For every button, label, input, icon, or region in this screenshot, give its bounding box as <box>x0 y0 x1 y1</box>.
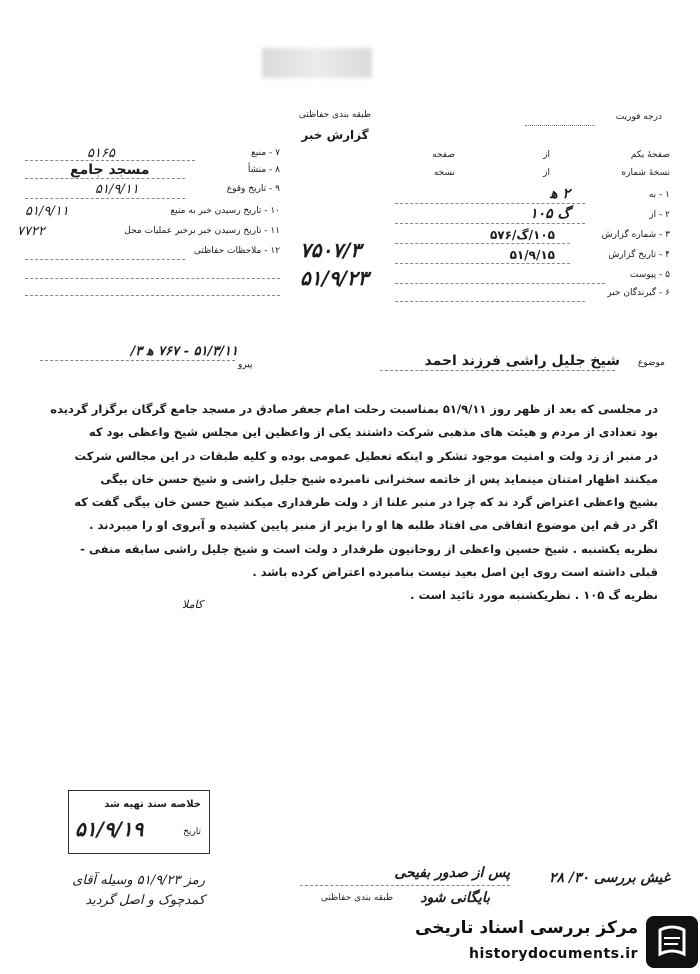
body-line: قبلی داشته است روی این اصل بعید نیست بنامبرده اعتراض کرده باشد . <box>252 565 658 580</box>
stamp-date-label: تاریخ <box>183 827 201 837</box>
body-line: نظریه یکشنبه . شیخ حسین واعظی از روحانیون طرفدار د ولت است و شیخ جلیل راشی سابقه منفی - <box>80 541 658 556</box>
bottom-right-note: غیش بررسی ۳۰/ ۲۸ <box>548 870 670 886</box>
handwritten-number: ۷۵۰۷/۳ <box>300 238 362 262</box>
field-source: ۷ - منبع ۵۱۶۵ <box>87 146 280 161</box>
field-copy: نسخهٔ شماره از نسخه <box>433 168 670 178</box>
field-source-receipt-date: ۱۰ - تاریخ رسیدن خبر به منبع ۵۱/۹/۱۱ <box>25 204 280 219</box>
field-page: صفحهٔ یکم از صفحه <box>432 150 670 160</box>
field-value: ۵۱۶۵ <box>87 146 115 161</box>
report-body <box>48 398 658 608</box>
field-origin: ۸ - منشأ مسجد جامع <box>70 162 280 178</box>
bottom-center-handwritten1: پس از صدور بفیحی <box>394 865 510 881</box>
body-line: اگر در قم این موضوع اتفاقی می افتاد طلبه ها او را بزیر از منبر پایین کشیده و آبروی او را میبردند . <box>89 518 658 533</box>
bottom-left-note-line2: کمدچوک و اصل گردید <box>85 893 205 908</box>
stamp-date-value: ۵۱/۹/۱۹ <box>75 817 144 841</box>
field-value: ۵۱/۹/۱۱ <box>95 182 139 197</box>
body-line: بشیخ واعظی اعتراض گرد ند که چرا در منبر علنا از د ولت طرفداری میکند شیخ حسن خان بیگی گفت که <box>74 495 658 510</box>
field-label: منبع <box>251 148 267 158</box>
margin-note: کاملا <box>182 598 204 611</box>
field-value: ۵۱/۹/۱۵ <box>509 248 555 262</box>
reference-value: ۵۱/۳/۱۱ - ۷۶۷ ﻫ ۳/ <box>130 344 238 359</box>
summary-stamp <box>68 790 210 854</box>
field-value: گ ۱۰۵ <box>530 206 570 222</box>
watermark-title: مرکز بررسی اسناد تاریخی <box>415 918 638 938</box>
field-attachment: ۵ - پیوست <box>629 270 670 280</box>
report-title: گزارش خبر <box>301 128 369 142</box>
classification-label-top: طبقه بندی حفاظتی <box>298 110 372 120</box>
field-num: ۷ <box>275 148 280 158</box>
left-fields <box>17 146 280 308</box>
field-report-number: ۳ - شماره گزارش ۱۰۵/گ/۵۷۶ <box>489 228 670 242</box>
field-to: ۱ - به ۲ ﻫ <box>550 186 670 202</box>
subject-label: موضوع <box>637 358 665 368</box>
priority-line <box>525 125 595 126</box>
handwritten-date: ۵۱/۹/۲۳ <box>300 266 369 290</box>
field-from: ۲ - از گ ۱۰۵ <box>530 206 670 222</box>
field-ops-receipt-date: ۱۱ - تاریخ رسیدن خبر برخبر عملیات محل ۷۷۲۲ <box>17 224 280 239</box>
watermark-url: historydocuments.ir <box>469 946 638 962</box>
bottom-classification-label: طبقه بندی حفاظتی <box>320 893 394 903</box>
body-line: در مجلسی که بعد از ظهر روز ۵۱/۹/۱۱ بمناسبت رحلت امام جعفر صادق در مسجد جامع گرگان برگزار گردیده <box>50 402 658 416</box>
field-value: ۷۷۲۲ <box>17 224 45 239</box>
priority-label: درجه فوریت <box>615 112 662 122</box>
bottom-left-note-line1: رمز ۵۱/۹/۲۳ وسیله آقای <box>72 873 205 888</box>
field-value: ۵۱/۹/۱۱ <box>25 204 69 219</box>
field-value: ۱۰۵/گ/۵۷۶ <box>489 228 555 242</box>
subject-text: شیخ جلیل راشی فرزند احمد <box>424 353 620 369</box>
scroll-icon <box>646 916 698 968</box>
body-line: میکنند اظهار امتنان مینماید پس از خاتمه سخنرانی نامبرده شیخ جلیل راشی و شیخ حسن خان بیگی <box>100 471 658 486</box>
body-line: بود تعدادی از مردم و هیئت های مذهبی شرکت داشتند یکی از واعظین این مجلس شیخ واعظی بود که <box>88 425 658 440</box>
bottom-center-handwritten2: بایگانی شود <box>420 890 490 906</box>
stamp-text: خلاصه سند تهیه شد <box>104 799 201 810</box>
watermark-logo-icon <box>646 916 698 968</box>
field-occurrence-date: ۹ - تاریخ وقوع ۵۱/۹/۱۱ <box>95 182 280 197</box>
field-recipients: ۶ - گیرندگان خبر <box>607 288 670 298</box>
right-fields <box>395 150 670 310</box>
field-value: ۲ ﻫ <box>550 186 570 202</box>
field-report-date: ۴ - تاریخ گزارش ۵۱/۹/۱۵ <box>509 248 670 262</box>
watermark <box>405 912 700 974</box>
body-line: در منبر از زد ولت و امنیت موجود تشکر و اینکه تعطیل عمومی بوده و کلیه طبقات در این مجالس شرکت <box>74 448 658 463</box>
reference-label: پیرو <box>238 360 253 370</box>
field-value: مسجد جامع <box>70 162 150 178</box>
header-smudge <box>262 48 372 78</box>
body-line: نظریه گ ۱۰۵ . نظریکشنبه مورد تائید است . <box>410 588 658 603</box>
field-security-notes: ۱۲ - ملاحظات حفاظتی <box>193 246 280 256</box>
